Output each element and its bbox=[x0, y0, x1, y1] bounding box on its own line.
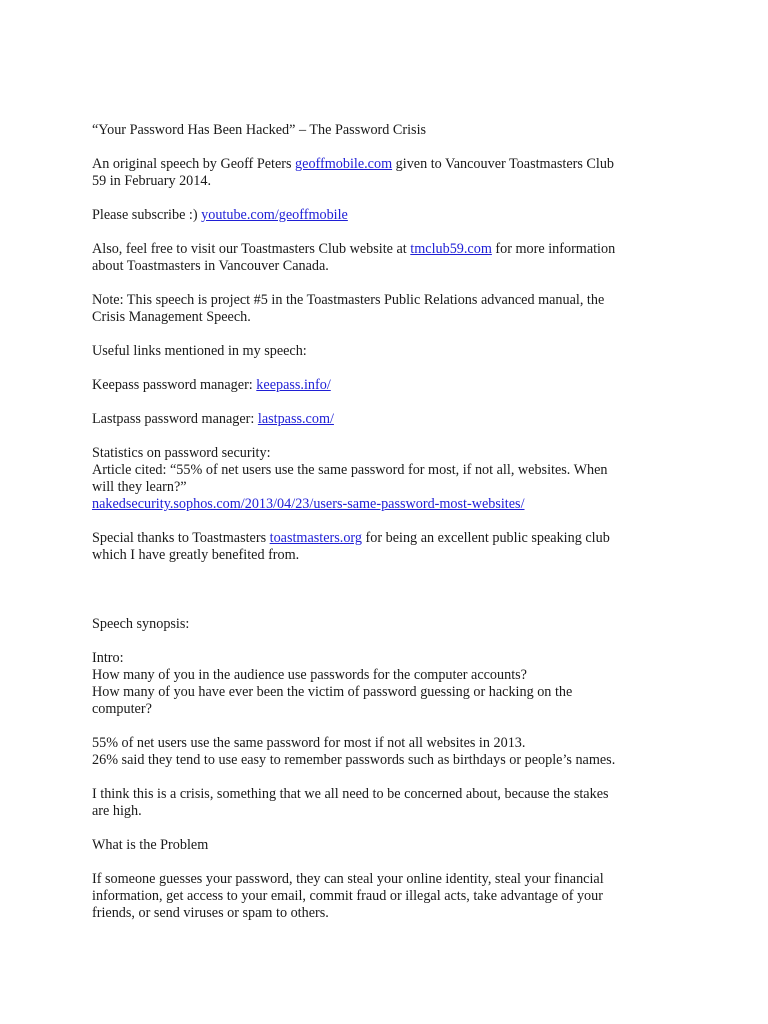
document-page bbox=[92, 122, 692, 922]
club-line-1 bbox=[92, 241, 692, 258]
lastpass-link[interactable]: lastpass.com/ bbox=[257, 411, 334, 427]
intro-section-line-3: computer? bbox=[92, 701, 152, 717]
intro-section-line-2: How many of you have ever been the victim of password guessing or hacking on the bbox=[92, 684, 573, 700]
lastpass-line bbox=[92, 411, 692, 428]
document-title: “Your Password Has Been Hacked” – The Password Crisis bbox=[92, 122, 427, 138]
problem-heading: What is the Problem bbox=[92, 837, 209, 853]
lastpass-text: Lastpass password manager: bbox=[92, 411, 258, 427]
tmclub-link[interactable]: tmclub59.com bbox=[410, 241, 492, 257]
intro-text-post: given to Vancouver Toastmasters Club bbox=[392, 156, 615, 172]
crisis-line-2: are high. bbox=[92, 803, 142, 819]
intro-text: An original speech by Geoff Peters bbox=[92, 156, 296, 172]
problem-line-2: information, get access to your email, commit fraud or illegal acts, take advantage of your bbox=[92, 888, 603, 904]
intro-line-1 bbox=[92, 156, 692, 173]
sophos-article-link[interactable]: nakedsecurity.sophos.com/2013/04/23/users-same-password-most-websites/ bbox=[92, 496, 525, 512]
toastmasters-link[interactable]: toastmasters.org bbox=[269, 530, 362, 546]
club-text-post: for more information bbox=[491, 241, 616, 257]
geoffmobile-link[interactable]: geoffmobile.com bbox=[295, 156, 393, 172]
thanks-text-post: for being an excellent public speaking club bbox=[361, 530, 610, 546]
problem-line-1: If someone guesses your password, they can steal your online identity, steal your financial bbox=[92, 871, 604, 887]
stats-heading: Statistics on password security: bbox=[92, 445, 271, 461]
stats-line-1: Article cited: “55% of net users use the same password for most, if not all, websites. When bbox=[92, 462, 608, 478]
problem-line-3: friends, or send viruses or spam to others. bbox=[92, 905, 329, 921]
note-line-2: Crisis Management Speech. bbox=[92, 309, 251, 325]
stats-line-2: will they learn?” bbox=[92, 479, 187, 495]
facts-line-2: 26% said they tend to use easy to remember passwords such as birthdays or people’s names. bbox=[92, 752, 616, 768]
facts-line-1: 55% of net users use the same password for most if not all websites in 2013. bbox=[92, 735, 526, 751]
crisis-line-1: I think this is a crisis, something that we all need to be concerned about, because the stakes bbox=[92, 786, 609, 802]
intro-line-2: 59 in February 2014. bbox=[92, 173, 212, 189]
intro-section-heading: Intro: bbox=[92, 650, 124, 666]
subscribe-line bbox=[92, 207, 692, 224]
synopsis-heading: Speech synopsis: bbox=[92, 616, 190, 632]
useful-links-heading: Useful links mentioned in my speech: bbox=[92, 343, 307, 359]
thanks-line-1 bbox=[92, 530, 692, 547]
subscribe-text: Please subscribe :) bbox=[92, 207, 202, 223]
thanks-line-2: which I have greatly benefited from. bbox=[92, 547, 300, 563]
intro-section-line-1: How many of you in the audience use passwords for the computer accounts? bbox=[92, 667, 527, 683]
youtube-link[interactable]: youtube.com/geoffmobile bbox=[201, 207, 348, 223]
note-line-1: Note: This speech is project #5 in the Toastmasters Public Relations advanced manual, the bbox=[92, 292, 605, 308]
stats-link-line bbox=[92, 496, 692, 513]
keepass-line bbox=[92, 377, 692, 394]
club-text: Also, feel free to visit our Toastmasters Club website at bbox=[92, 241, 411, 257]
keepass-link[interactable]: keepass.info/ bbox=[256, 377, 331, 393]
keepass-text: Keepass password manager: bbox=[92, 377, 257, 393]
thanks-text: Special thanks to Toastmasters bbox=[92, 530, 270, 546]
club-line-2: about Toastmasters in Vancouver Canada. bbox=[92, 258, 329, 274]
